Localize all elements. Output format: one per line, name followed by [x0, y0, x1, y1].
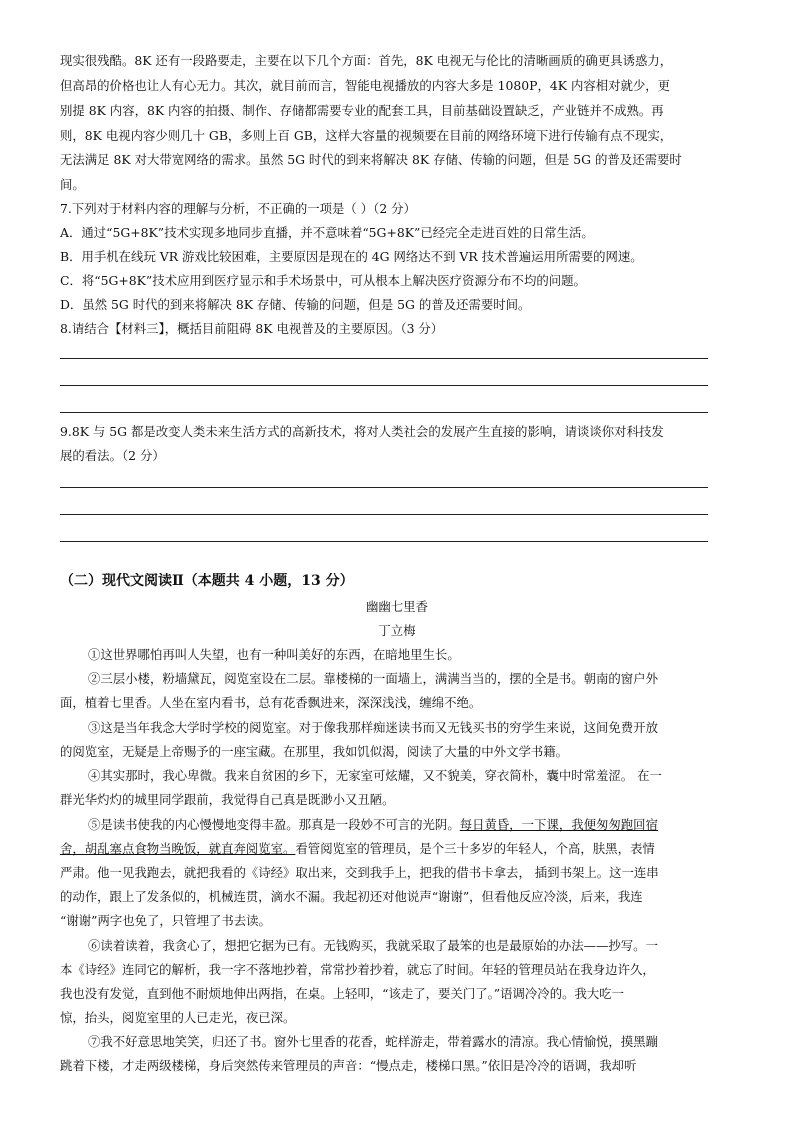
- paragraph-6-line-2: 本《诗经》连同它的解析，我一字不落地抄着，常常抄着抄着，就忘了时间。年轻的管理员站在我身边许久，: [60, 962, 655, 977]
- passage-author: 丁立梅: [378, 623, 416, 638]
- paragraph-5-line-3: 严肃。他一见我跑去，就把我看的《诗经》取出来，交到我手上，把我的借书卡拿去， 插到书架上。这一连串: [60, 865, 659, 880]
- material-line-4: 则，8K 电视内容少则几十 GB，多则上百 GB，这样大容量的视频要在目前的网络环境下进行传输有点不现实，: [60, 128, 673, 143]
- q8-answer-line-1[interactable]: [60, 358, 708, 359]
- paragraph-1: ①这世界哪怕再叫人失望，也有一种叫美好的东西，在暗地里生长。: [88, 647, 460, 662]
- q7-option-b: B．用手机在线玩 VR 游戏比较困难，主要原因是现在的 4G 网络达不到 VR 技术普遍运用所需要的网速。: [60, 249, 643, 264]
- paragraph-4-line-2: 群光华灼灼的城里同学跟前，我觉得自己真是既渺小又丑陋。: [60, 792, 395, 807]
- paragraph-5-line-5: “谢谢”两字也免了，只管埋了书去读。: [60, 913, 271, 928]
- q7-option-a: A．通过“5G+8K”技术实现多地同步直播，并不意味着“5G+8K”已经完全走进百姓的日常生活。: [60, 225, 594, 240]
- material-line-5: 无法满足 8K 对大带宽网络的需求。虽然 5G 时代的到来将解决 8K 存储、传输的问题，但是 5G 的普及还需要时: [60, 152, 682, 167]
- section-heading: （二）现代文阅读Ⅱ（本题共 4 小题，13 分）: [60, 573, 354, 589]
- material-line-1: 现实很残酷。8K 还有一段路要走，主要在以下几个方面：首先，8K 电视无与伦比的清晰画质的确更具诱惑力，: [60, 53, 673, 68]
- paragraph-4-line-1: ④其实那时，我心卑微。我来自贫困的乡下，无家室可炫耀，又不貌美，穿衣简朴，囊中时常羞涩。 在一: [88, 768, 662, 783]
- q8-stem: 8.请结合【材料三】，概括目前阻碍 8K 电视普及的主要原因。（3 分）: [60, 321, 444, 336]
- q7-option-d: D．虽然 5G 时代的到来将解决 8K 存储、传输的问题，但是 5G 的普及还需要时间。: [60, 297, 531, 312]
- paragraph-6-line-4: 惊，抬头，阅览室里的人已走光，夜已深。: [60, 1010, 296, 1025]
- q8-answer-line-3[interactable]: [60, 412, 708, 413]
- paragraph-3-line-2: 的阅览室，无疑是上帝赐予的一座宝藏。在那里，我如饥似渴，阅读了大量的中外文学书籍。: [60, 744, 569, 759]
- q7-stem: 7.下列对于材料内容的理解与分析，不正确的一项是（ ）（2 分）: [60, 201, 416, 216]
- paragraph-5-line-4: 的动作，跟上了发条似的，机械连贯，滴水不漏。我起初还对他说声“谢谢”，但看他反应冷淡，后来，我连: [60, 889, 643, 904]
- q9-answer-line-3[interactable]: [60, 541, 708, 542]
- paragraph-5-text: ⑤是读书使我的内心慢慢地变得丰盈。那真是一段妙不可言的光阴。: [88, 817, 460, 832]
- material-line-6: 间。: [60, 177, 85, 192]
- q8-answer-line-2[interactable]: [60, 385, 708, 386]
- paragraph-5-line-1: [88, 817, 736, 833]
- paragraph-6-line-1: ⑥读着读着，我贪心了，想把它据为已有。无钱购买，我就采取了最笨的也是最原始的办法——抄写。一: [88, 938, 658, 953]
- paragraph-2-line-1: ②三层小楼，粉墙黛瓦，阅览室设在二层。靠楼梯的一面墙上，满满当当的，摆的全是书。朝南的窗户外: [88, 671, 658, 686]
- paragraph-7-line-2: 跳着下楼，才走两级楼梯，身后突然传来管理员的声音：“慢点走，楼梯口黑。”依旧是冷冷的语调，我却听: [60, 1058, 637, 1073]
- q9-answer-line-2[interactable]: [60, 514, 708, 515]
- paragraph-3-line-1: ③这是当年我念大学时学校的阅览室。对于像我那样痴迷读书而又无钱买书的穷学生来说，这间免费开放: [88, 720, 658, 735]
- passage-title: 幽幽七里香: [366, 599, 428, 614]
- q9-answer-line-1[interactable]: [60, 487, 708, 488]
- paragraph-2-line-2: 面，植着七里香。人坐在室内看书，总有花香飘进来，深深浅浅，缠绵不绝。: [60, 695, 482, 710]
- paragraph-6-line-3: 我也没有发觉，直到他不耐烦地伸出两指，在桌。上轻叩，“该走了，要关门了。”语调冷冷的。我大吃一: [60, 986, 625, 1001]
- material-line-2: 但高昂的价格也让人有心无力。其次，就目前而言，智能电视播放的内容大多是 1080P，4K 内容相对就少，更: [60, 78, 671, 93]
- q9-stem-line-1: 9.8K 与 5G 都是改变人类未来生活方式的高新技术，将对人类社会的发展产生直接的影响，请谈谈你对科技发: [60, 424, 664, 439]
- paragraph-7-line-1: ⑦我不好意思地笑笑，归还了书。窗外七里香的花香，蛇样游走，带着露水的清凉。我心情愉悦，摸黑蹦: [88, 1034, 658, 1049]
- paragraph-5-underlined-text-2: 舍，胡乱塞点食物当晚饭，就直奔阅览室。: [60, 841, 296, 856]
- paragraph-5-underlined-text: 每日黄昏，一下课，我便匆匆跑回宿: [459, 817, 658, 832]
- paragraph-5-line-2: [60, 841, 736, 857]
- material-line-3: 别提 8K 内容，8K 内容的拍摄、制作、存储都需要专业的配套工具，目前基础设置缺乏，产业链并不成熟。再: [60, 103, 664, 118]
- paragraph-5-text-2: 看管阅览室的管理员，是个三十多岁的年轻人，个高，肤黑，表情: [295, 841, 655, 856]
- q7-option-c: C．将“5G+8K”技术应用到医疗显示和手术场景中，可从根本上解决医疗资源分布不均的问题。: [60, 273, 586, 288]
- q9-stem-line-2: 展的看法。（2 分）: [60, 448, 165, 463]
